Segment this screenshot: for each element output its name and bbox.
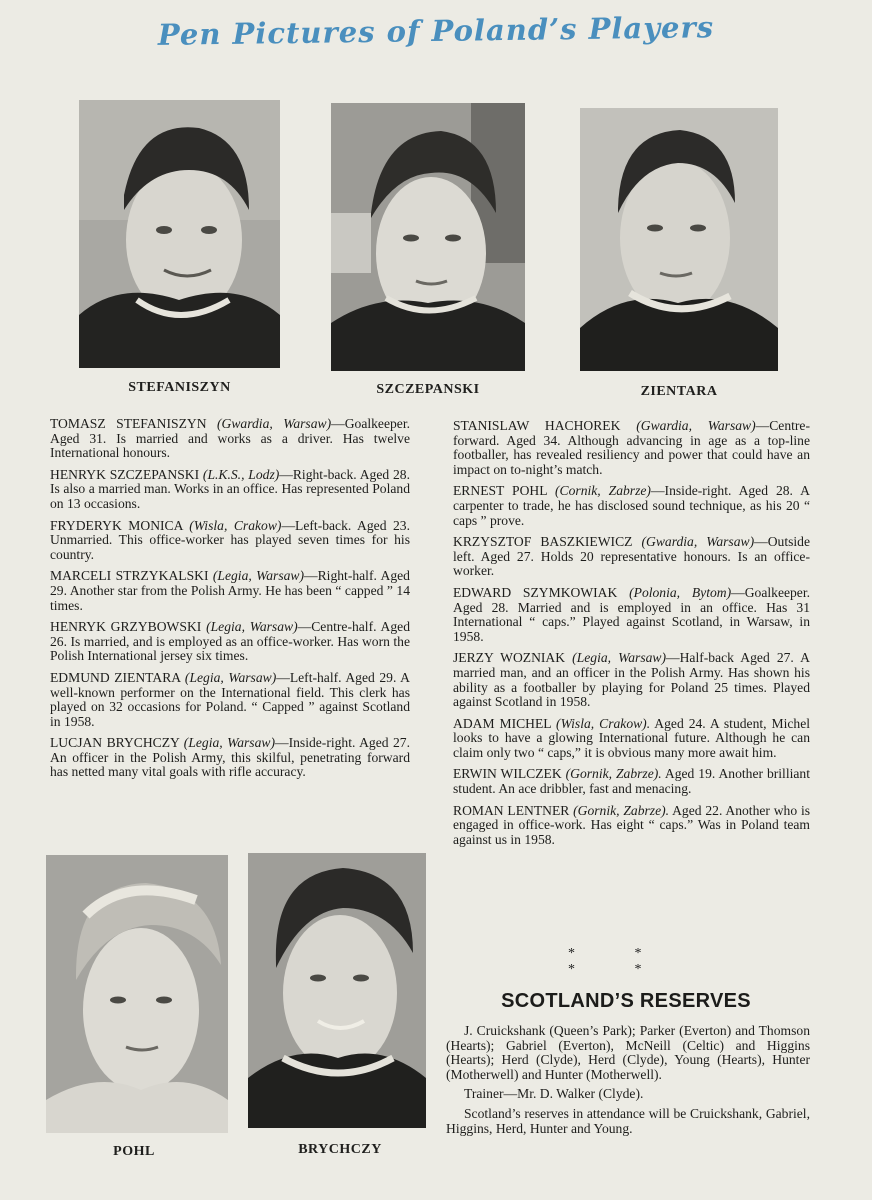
player-description: Aged 24. A student, Michel looks to have a glowing International future. Although he can claim only two “ caps,” it is obvious many more await him. xyxy=(453,715,810,760)
player-description: —Goalkeeper. Aged 28. Married and is employed in an office. Has 31 International “ caps.” Played against Scotland, in Warsaw, in 1958. xyxy=(453,584,811,644)
player-entry xyxy=(50,736,410,780)
player-name: EDWARD SZYMKOWIAK xyxy=(453,584,618,600)
player-description: —Outside left. Aged 27. Holds 20 representative honours. Is an office-worker. xyxy=(453,534,810,579)
player-description: —Goalkeeper. Aged 31. Is married and works as a driver. Has twelve International honours. xyxy=(50,416,410,461)
reserves-attendance: Scotland’s reserves in attendance will be Cruickshank, Gabriel, Higgins, Herd, Hunter and Young. xyxy=(446,1105,810,1136)
player-entry xyxy=(453,767,810,796)
reserves-players: J. Cruickshank (Queen’s Park); Parker (Everton) and Thomson (Hearts); Gabriel (Everton), McNeill (Celtic) and Higgins (Hearts); Herd (Clyde), Herd (Clyde), Young (Hearts), Hunter (Motherwell) and Hunter (Motherwell). xyxy=(446,1023,810,1082)
caption-pohl: POHL xyxy=(113,1144,155,1159)
photo-pohl xyxy=(46,855,228,1133)
caption-zientara: ZIENTARA xyxy=(640,384,718,399)
player-club: (Gwardia, Warsaw) xyxy=(641,534,755,550)
player-name: HENRYK GRZYBOWSKI xyxy=(50,619,202,635)
player-entry xyxy=(50,620,410,664)
player-entry xyxy=(453,535,810,579)
player-description: Aged 19. Another brilliant student. An ace dribbler, fast and menacing. xyxy=(453,766,810,797)
player-name: JERZY WOZNIAK xyxy=(453,650,566,666)
player-club: (Legia, Warsaw) xyxy=(183,735,275,751)
player-entry xyxy=(453,717,810,761)
player-club: (Legia, Warsaw) xyxy=(206,619,298,635)
player-entry xyxy=(453,586,810,644)
player-name: ADAM MICHEL xyxy=(453,715,552,731)
player-name: HENRYK SZCZEPANSKI xyxy=(50,466,200,482)
player-name: ROMAN LENTNER xyxy=(453,802,570,818)
photo-brychczy xyxy=(248,853,426,1128)
player-club: (L.K.S., Lodz) xyxy=(202,466,280,482)
player-entry xyxy=(50,519,410,563)
player-entry xyxy=(453,419,810,477)
player-description: —Right-back. Aged 28. Is also a married man. Works in an office. Has represented Poland on 13 occasions. xyxy=(50,466,410,511)
player-description: —Half-back Aged 27. A married man, and an officer in the Polish Army. Has shown his ability as a footballer by playing for Poland 25 times. Played against Scotland in 1958. xyxy=(453,650,811,710)
caption-brychczy: BRYCHCZY xyxy=(298,1142,382,1157)
photo-szczepanski xyxy=(331,103,525,371)
player-entry xyxy=(50,569,410,613)
right-column xyxy=(453,419,810,854)
caption-szczepanski: SZCZEPANSKI xyxy=(376,382,480,397)
photo-stefaniszyn xyxy=(79,100,280,368)
player-name: STANISLAW HACHOREK xyxy=(453,418,621,433)
photo-zientara xyxy=(580,108,778,371)
player-name: LUCJAN BRYCHCZY xyxy=(50,735,180,751)
player-club: (Legia, Warsaw) xyxy=(184,669,277,685)
player-description: —Left-half. Aged 29. A well-known performer on the International field. This clerk has played on 32 occasions for Poland. “ Capped ” against Scotland in 1958. xyxy=(50,669,410,729)
player-club: (Wisla, Crakow). xyxy=(556,715,651,731)
player-name: MARCELI STRZYKALSKI xyxy=(50,568,209,584)
reserves-section xyxy=(446,1024,810,1141)
player-description: —Left-back. Aged 23. Unmarried. This office-worker has played seven times for his country. xyxy=(50,517,411,562)
player-club: (Gornik, Zabrze). xyxy=(565,766,662,782)
reserves-trainer: Trainer—Mr. D. Walker (Clyde). xyxy=(464,1086,644,1102)
player-description: —Inside-right. Aged 28. A carpenter to trade, he has disclosed sound technique, as his 20 “ caps ” prove. xyxy=(453,483,810,528)
player-entry xyxy=(453,804,810,848)
player-description: —Right-half. Aged 29. Another star from the Polish Army. He has been “ capped ” 14 times. xyxy=(50,568,410,613)
caption-stefaniszyn: STEFANISZYN xyxy=(128,380,231,395)
player-entry xyxy=(453,484,810,528)
player-club: (Wisla, Crakow) xyxy=(189,517,282,533)
reserves-heading: SCOTLAND’S RESERVES xyxy=(501,990,751,1012)
player-entry xyxy=(50,417,410,461)
player-description: —Inside-right. Aged 27. An officer in the Polish Army, this skilful, penetrating forward has netted many vital goals with rifle accuracy. xyxy=(50,735,410,780)
player-description: —Centre-forward. Aged 34. Although advancing in age as a top-line footballer, has revealed resiliency and power that could have an impact on to-night’s match. xyxy=(453,418,810,477)
player-club: (Polonia, Bytom) xyxy=(629,584,732,600)
player-description: Aged 22. Another who is engaged in office-work. Has eight “ caps.” Was in Poland team against us in 1958. xyxy=(453,802,811,847)
player-entry xyxy=(50,468,410,512)
player-club: (Legia, Warsaw) xyxy=(572,650,667,666)
page-title: Pen Pictures of Poland’s Players xyxy=(157,10,715,52)
player-entry xyxy=(453,651,810,709)
player-name: FRYDERYK MONICA xyxy=(50,517,183,533)
player-club: (Legia, Warsaw) xyxy=(212,568,305,584)
player-club: (Gornik, Zabrze). xyxy=(573,802,670,818)
player-club: (Gwardia, Warsaw) xyxy=(636,418,756,433)
player-name: KRZYSZTOF BASZKIEWICZ xyxy=(453,534,633,550)
player-name: ERNEST POHL xyxy=(453,483,548,499)
player-name: ERWIN WILCZEK xyxy=(453,766,562,782)
separator-stars: * * * * xyxy=(568,946,670,977)
player-club: (Cornik, Zabrze) xyxy=(555,483,651,499)
player-name: TOMASZ STEFANISZYN xyxy=(50,416,207,431)
player-name: EDMUND ZIENTARA xyxy=(50,669,181,685)
player-club: (Gwardia, Warsaw) xyxy=(217,416,332,431)
left-column xyxy=(50,417,410,787)
player-entry xyxy=(50,671,410,729)
player-description: —Centre-half. Aged 26. Is married, and is employed as an office-worker. Has worn the Polish International jersey six times. xyxy=(50,619,410,664)
